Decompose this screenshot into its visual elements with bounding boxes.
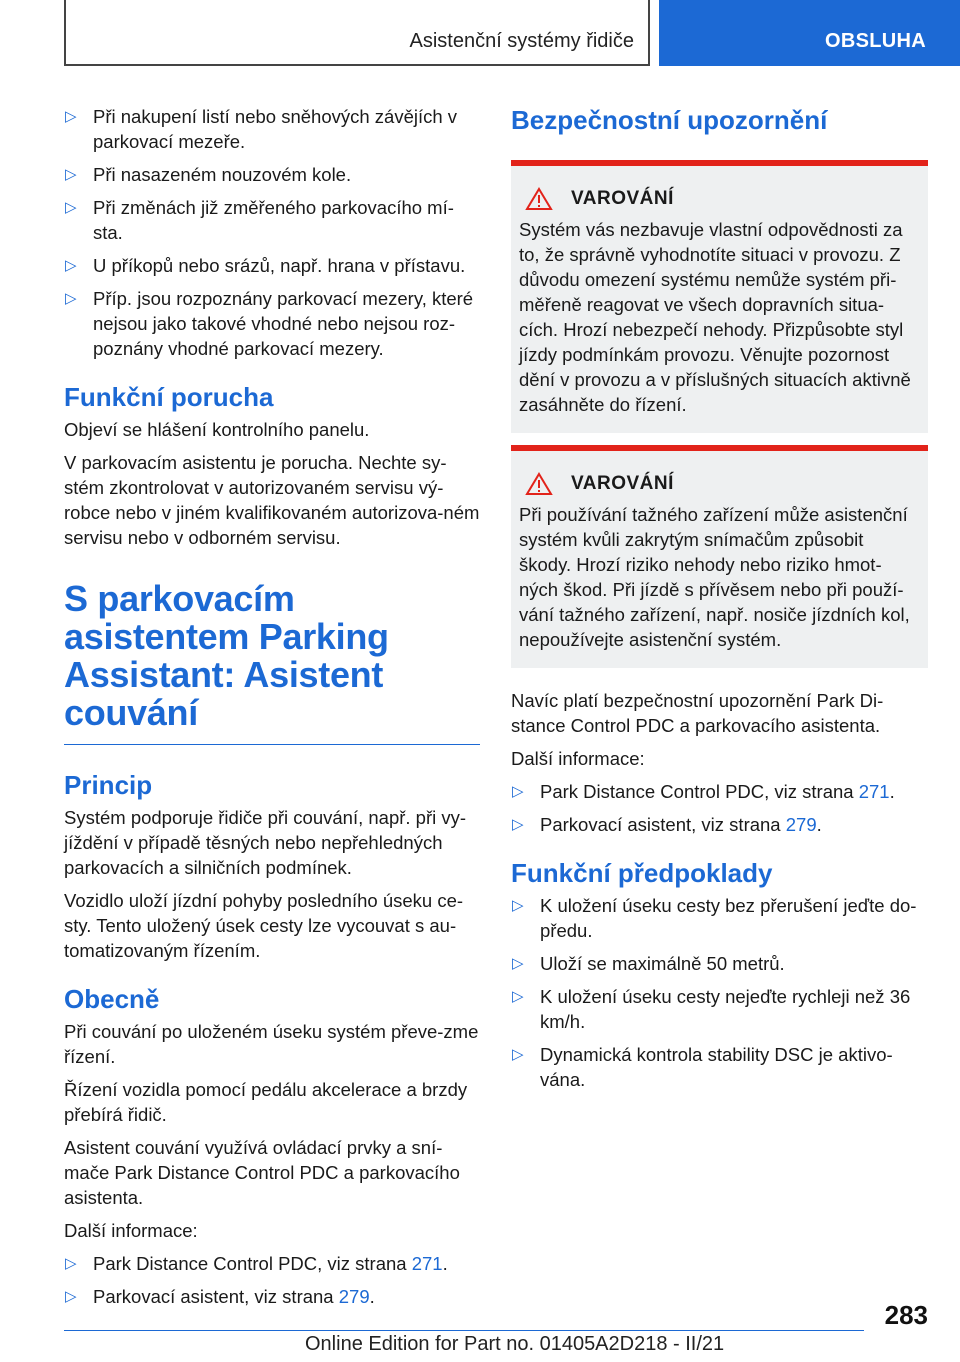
bullet-triangle-icon: ▷ bbox=[512, 783, 524, 800]
heading-bezpecnostni-upozorneni: Bezpečnostní upozornění bbox=[511, 105, 828, 135]
bullet-triangle-icon: ▷ bbox=[65, 290, 77, 307]
left-column bbox=[64, 104, 480, 1317]
list-item: ▷ Park Distance Control PDC, viz strana 271. bbox=[65, 1253, 448, 1274]
warning-text: Při používání tažného zařízení může asistenční systém kvůli zakrytým snímačům způsobit škody. Hrozí riziko nehody nebo riziko hmot-ných škod. Při jízdě s přívěsem nebo při použí-vání tažného zařízení, např. nosiče jízdních kol, nepoužívejte asistenční systém. bbox=[519, 504, 910, 650]
paragraph: Asistent couvání využívá ovládací prvky a sní-mače Park Distance Control PDC a parkovacího asistenta. bbox=[64, 1137, 460, 1208]
list-item: ▷ Při změnách již změřeného parkovacího mí-sta. bbox=[65, 197, 454, 243]
bullet-triangle-icon: ▷ bbox=[512, 897, 524, 914]
header-tab-obsluha[interactable] bbox=[659, 0, 960, 66]
list-item: ▷ K uložení úseku cesty nejeďte rychleji než 36 km/h. bbox=[512, 986, 911, 1032]
list-item: ▷ Příp. jsou rozpoznány parkovací mezery, které nejsou jako takové vhodné nebo nejsou roz-poznány vhodné parkovací mezery. bbox=[65, 288, 474, 359]
paragraph: V parkovacím asistentu je porucha. Nechte sy-stém zkontrolovat v autorizovaném servisu vý-robce nebo v jiném kvalifikovaném autorizova-ném servisu nebo v odborném servisu. bbox=[64, 452, 480, 548]
list-item: ▷ Dynamická kontrola stability DSC je aktivo-vána. bbox=[512, 1044, 893, 1090]
paragraph: Řízení vozidla pomocí pedálu akcelerace a brzdy přebírá řidič. bbox=[64, 1079, 468, 1125]
chapter-title: S parkovacím asistentem Parking Assistant: Asistent couvání bbox=[64, 580, 480, 745]
bullet-triangle-icon: ▷ bbox=[65, 166, 77, 183]
bullet-triangle-icon: ▷ bbox=[65, 1288, 77, 1305]
warning-triangle-icon bbox=[525, 472, 553, 496]
bullet-triangle-icon: ▷ bbox=[512, 988, 524, 1005]
warning-title: VAROVÁNÍ bbox=[571, 473, 674, 494]
list-item: ▷ K uložení úseku cesty bez přerušení jeďte do-předu. bbox=[512, 895, 917, 941]
footer-text: Online Edition for Part no. 01405A2D218 - II/21 bbox=[305, 1333, 725, 1355]
paragraph: Systém podporuje řidiče při couvání, např. při vy-jíždění v případě těsných nebo nepřehledných parkovacích a silničních podmínek. bbox=[64, 807, 467, 878]
warning-title: VAROVÁNÍ bbox=[571, 188, 674, 209]
page-link-279[interactable]: 279 bbox=[785, 814, 817, 835]
header-tab-label: OBSLUHA bbox=[825, 30, 926, 52]
more-info-label: Další informace: bbox=[511, 748, 645, 769]
more-info-label: Další informace: bbox=[64, 1220, 198, 1241]
list-item: ▷ U příkopů nebo srázů, např. hrana v přístavu. bbox=[65, 255, 466, 276]
page-link-279[interactable]: 279 bbox=[338, 1286, 370, 1307]
paragraph: Při couvání po uloženém úseku systém převe-zme řízení. bbox=[64, 1021, 479, 1067]
bullet-triangle-icon: ▷ bbox=[512, 816, 524, 833]
heading-funkcni-predpoklady: Funkční předpoklady bbox=[511, 858, 773, 888]
list-item: ▷ Parkovací asistent, viz strana 279. bbox=[512, 814, 822, 835]
warning-text: Systém vás nezbavuje vlastní odpovědnosti za to, že správně vyhodnotíte situaci v provozu. Z důvodu omezení systému nemůže systém při-měřeně reagovat ve všech dopravních situa-cích. Hrozí nebezpečí nehody. Přizpůsobte styl jízdy podmínkám provozu. Věnujte pozornost dění v provozu a v příslušných situacích aktivně zasáhněte do řízení. bbox=[519, 219, 911, 415]
bullet-triangle-icon: ▷ bbox=[65, 257, 77, 274]
bullet-triangle-icon: ▷ bbox=[512, 955, 524, 972]
page-number: 283 bbox=[884, 1300, 928, 1330]
footer-divider bbox=[64, 1330, 864, 1331]
warning-triangle-icon bbox=[525, 187, 553, 211]
section-title: Asistenční systémy řidiče bbox=[409, 30, 634, 52]
header-frame bbox=[64, 0, 650, 66]
list-item: ▷ Uloží se maximálně 50 metrů. bbox=[512, 953, 785, 974]
bullet-triangle-icon: ▷ bbox=[65, 108, 77, 125]
heading-funkcni-porucha: Funkční porucha bbox=[64, 382, 274, 412]
page-link-271[interactable]: 271 bbox=[411, 1253, 443, 1274]
list-item: ▷ Park Distance Control PDC, viz strana 271. bbox=[512, 781, 895, 802]
right-column bbox=[511, 104, 928, 1100]
heading-obecne: Obecně bbox=[64, 984, 160, 1014]
heading-princip: Princip bbox=[64, 770, 153, 800]
list-item: ▷ Při nasazeném nouzovém kole. bbox=[65, 164, 352, 185]
bullet-triangle-icon: ▷ bbox=[65, 1255, 77, 1272]
bullet-triangle-icon: ▷ bbox=[65, 199, 77, 216]
list-item: ▷ Při nakupení listí nebo sněhových závějích v parkovací mezeře. bbox=[65, 106, 458, 152]
paragraph: Navíc platí bezpečnostní upozornění Park Di-stance Control PDC a parkovacího asistenta. bbox=[511, 690, 884, 736]
paragraph: Objeví se hlášení kontrolního panelu. bbox=[64, 419, 370, 440]
paragraph: Vozidlo uloží jízdní pohyby posledního úseku ce-sty. Tento uložený úsek cesty lze vycouvat s au-tomatizovaným řízením. bbox=[64, 890, 464, 961]
page-link-271[interactable]: 271 bbox=[858, 781, 890, 802]
list-item: ▷ Parkovací asistent, viz strana 279. bbox=[65, 1286, 375, 1307]
bullet-triangle-icon: ▷ bbox=[512, 1046, 524, 1063]
warning-box bbox=[511, 445, 928, 668]
warning-box bbox=[511, 160, 928, 433]
